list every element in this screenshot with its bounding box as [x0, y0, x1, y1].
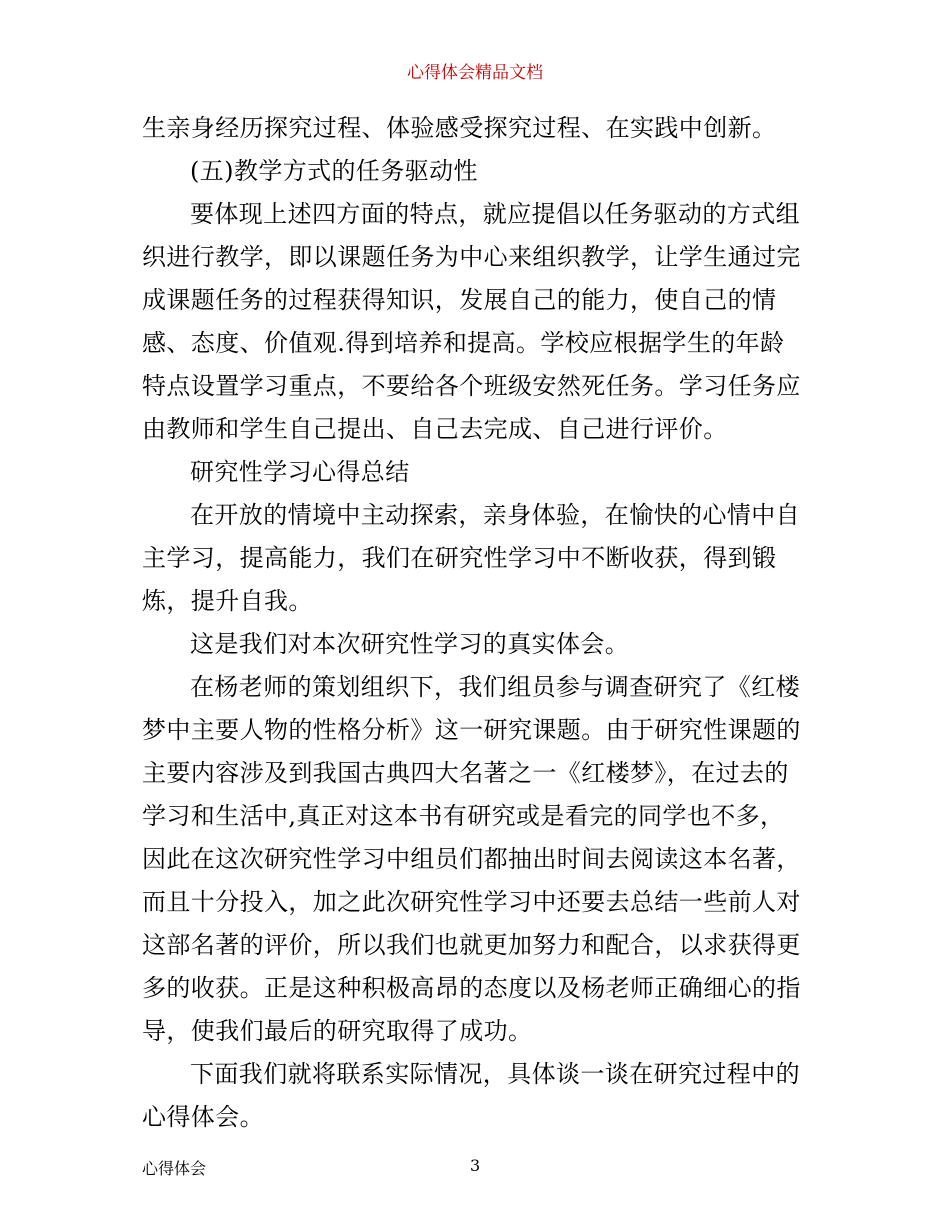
- body-line: 在杨老师的策划组织下，我们组员参与调查研究了《红楼: [190, 673, 800, 701]
- body-line: 因此在这次研究性学习中组员们都抽出时间去阅读这本名著，: [142, 845, 801, 873]
- section-heading: 研究性学习心得总结: [190, 458, 410, 486]
- body-line: 学习和生活中,真正对这本书有研究或是看完的同学也不多，: [142, 802, 785, 830]
- section-heading: (五)教学方式的任务驱动性: [190, 157, 478, 185]
- body-line: 要体现上述四方面的特点，就应提倡以任务驱动的方式组: [190, 200, 800, 228]
- page-number: 3: [470, 1156, 481, 1175]
- body-line: 这部名著的评价，所以我们也就更加努力和配合，以求获得更: [142, 931, 801, 959]
- body-line: 心得体会。: [142, 1103, 264, 1131]
- body-line: 成课题任务的过程获得知识，发展自己的能力，使自己的情: [142, 286, 777, 314]
- body-line: 炼，提升自我。: [142, 587, 313, 615]
- body-line: 主学习，提高能力，我们在研究性学习中不断收获，得到锻: [142, 544, 777, 572]
- body-line: 而且十分投入，加之此次研究性学习中还要去总结一些前人对: [142, 888, 801, 916]
- body-line: 感、态度、价值观.得到培养和提高。学校应根据学生的年龄: [142, 329, 785, 357]
- body-line: 多的收获。正是这种积极高昂的态度以及杨老师正确细心的指: [142, 974, 801, 1002]
- body-line: 这是我们对本次研究性学习的真实体会。: [190, 630, 630, 658]
- footer-label: 心得体会: [142, 1159, 207, 1178]
- body-line: 生亲身经历探究过程、体验感受探究过程、在实践中创新。: [142, 114, 777, 142]
- body-line: 织进行教学，即以课题任务为中心来组织教学，让学生通过完: [142, 243, 801, 271]
- body-line: 特点设置学习重点，不要给各个班级安然死任务。学习任务应: [142, 372, 801, 400]
- body-line: 导，使我们最后的研究取得了成功。: [142, 1017, 533, 1045]
- page-header-title: 心得体会精品文档: [407, 63, 543, 83]
- body-line: 主要内容涉及到我国古典四大名著之一《红楼梦》，在过去的: [142, 759, 789, 787]
- body-line: 由教师和学生自己提出、自己去完成、自己进行评价。: [142, 415, 728, 443]
- body-line: 在开放的情境中主动探索，亲身体验，在愉快的心情中自: [190, 501, 800, 529]
- body-line: 下面我们就将联系实际情况，具体谈一谈在研究过程中的: [190, 1060, 800, 1088]
- document-body: [142, 107, 814, 1139]
- body-line: 梦中主要人物的性格分析》这一研究课题。由于研究性课题的: [142, 716, 801, 744]
